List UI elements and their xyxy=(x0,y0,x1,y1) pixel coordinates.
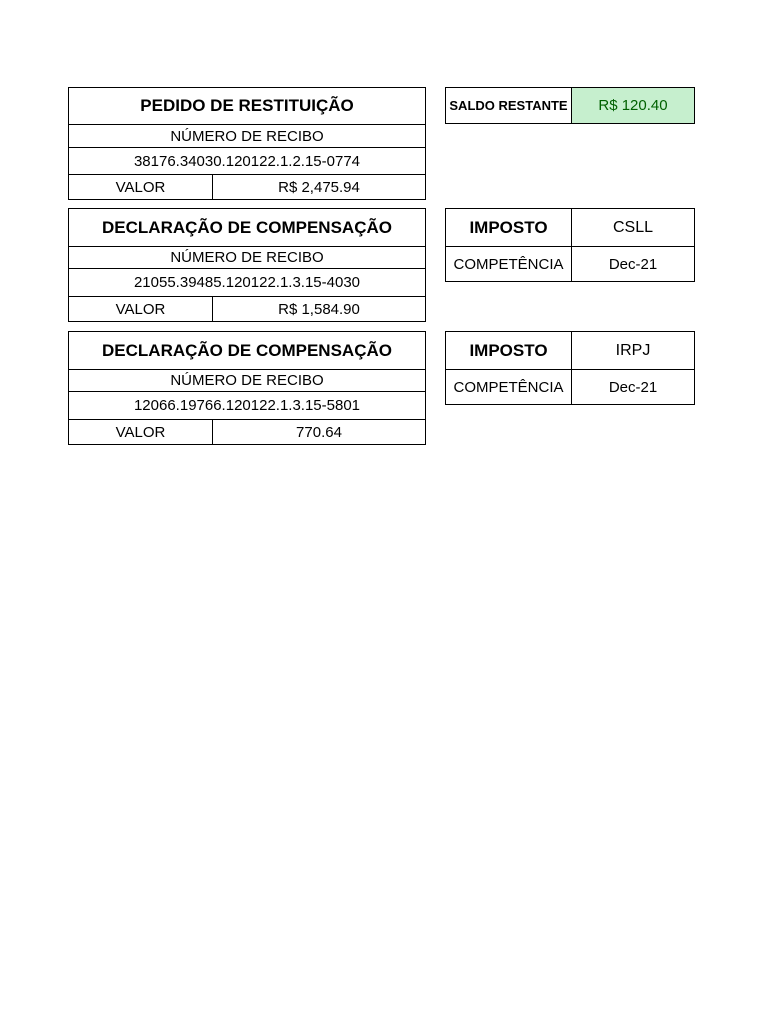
value-label: VALOR xyxy=(115,424,166,441)
remaining-balance-label: SALDO RESTANTE xyxy=(449,98,568,113)
competence-row xyxy=(446,246,694,282)
block-title: DECLARAÇÃO DE COMPENSAÇÃO xyxy=(102,217,392,237)
remaining-balance-box xyxy=(445,87,695,124)
remaining-balance-value: R$ 120.40 xyxy=(571,88,694,123)
receipt-number: 12066.19766.120122.1.3.15-5801 xyxy=(69,391,425,419)
restitution-request-block xyxy=(68,87,426,200)
tax-name: IRPJ xyxy=(571,332,694,369)
value-label: VALOR xyxy=(115,179,166,196)
compensation-declaration-block-2 xyxy=(68,331,426,445)
competence-value: Dec-21 xyxy=(571,370,694,405)
compensation-declaration-block-1 xyxy=(68,208,426,322)
value-amount: 770.64 xyxy=(212,420,425,445)
tax-label: IMPOSTO xyxy=(469,340,548,360)
value-label: VALOR xyxy=(115,301,166,318)
tax-box-1 xyxy=(445,208,695,282)
block-title: DECLARAÇÃO DE COMPENSAÇÃO xyxy=(102,340,392,360)
tax-row xyxy=(446,332,694,369)
receipt-label: NÚMERO DE RECIBO xyxy=(69,124,425,147)
receipt-number: 38176.34030.120122.1.2.15-0774 xyxy=(69,147,425,174)
tax-label: IMPOSTO xyxy=(469,217,548,237)
block-title: PEDIDO DE RESTITUIÇÃO xyxy=(140,96,354,115)
value-amount: R$ 1,584.90 xyxy=(212,297,425,322)
tax-row xyxy=(446,209,694,246)
tax-name: CSLL xyxy=(571,209,694,246)
tax-box-2 xyxy=(445,331,695,405)
competence-row xyxy=(446,369,694,405)
value-row xyxy=(69,419,425,445)
value-row xyxy=(69,296,425,322)
competence-value: Dec-21 xyxy=(571,247,694,282)
receipt-number: 21055.39485.120122.1.3.15-4030 xyxy=(69,268,425,296)
competence-label: COMPETÊNCIA xyxy=(453,256,564,273)
value-amount: R$ 2,475.94 xyxy=(212,175,425,200)
value-row xyxy=(69,174,425,200)
receipt-label: NÚMERO DE RECIBO xyxy=(69,369,425,391)
receipt-label: NÚMERO DE RECIBO xyxy=(69,246,425,268)
competence-label: COMPETÊNCIA xyxy=(453,379,564,396)
